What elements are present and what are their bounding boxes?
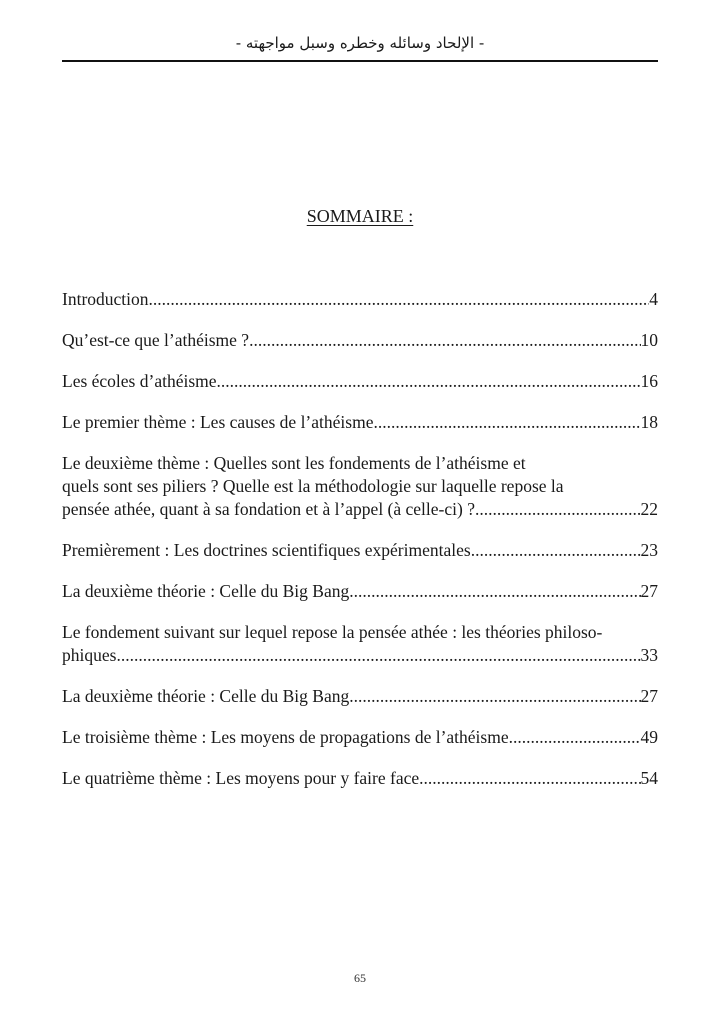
toc-entry-line: Le deuxième thème : Quelles sont les fondements de l’athéisme et bbox=[62, 453, 526, 473]
toc-leader-dots bbox=[349, 685, 640, 708]
toc-entry-troisieme-theme bbox=[62, 726, 658, 749]
toc-entry-premierement bbox=[62, 539, 658, 562]
toc-page-number: 16 bbox=[640, 371, 658, 391]
toc-leader-dots bbox=[419, 767, 640, 790]
toc-page-number: 49 bbox=[640, 727, 658, 747]
toc-entry-fondement-suivant bbox=[62, 621, 658, 667]
toc-leader-dots bbox=[149, 288, 650, 311]
toc-page-number: 23 bbox=[640, 540, 658, 560]
toc-entry-text: phiques bbox=[62, 645, 117, 665]
toc-entry-introduction bbox=[62, 288, 658, 311]
toc-leader-dots bbox=[475, 498, 641, 521]
toc-entry-line: Le fondement suivant sur lequel repose la pensée athée : les théories philoso- bbox=[62, 622, 603, 642]
toc-entry-text: Premièrement : Les doctrines scientifiques expérimentales bbox=[62, 540, 471, 560]
toc-page-number: 27 bbox=[640, 581, 658, 601]
toc-leader-dots bbox=[116, 644, 640, 667]
table-of-contents bbox=[62, 288, 658, 790]
page-number: 65 bbox=[354, 971, 366, 985]
toc-heading: SOMMAIRE : bbox=[306, 206, 414, 226]
running-header-title: - الإلحاد وسائله وخطره وسبل مواجهته - bbox=[235, 34, 485, 52]
toc-entry-quatrieme-theme bbox=[62, 767, 658, 790]
toc-entry-text: Le troisième thème : Les moyens de propagations de l’athéisme bbox=[62, 727, 509, 747]
toc-entry-line: quels sont ses piliers ? Quelle est la méthodologie sur laquelle repose la bbox=[62, 476, 564, 496]
toc-entry-text: La deuxième théorie : Celle du Big Bang bbox=[62, 686, 350, 706]
toc-leader-dots bbox=[471, 539, 641, 562]
toc-entry-deuxieme-theme bbox=[62, 452, 658, 521]
toc-leader-dots bbox=[349, 580, 640, 603]
toc-entry-text: pensée athée, quant à sa fondation et à l’appel (à celle-ci) ? bbox=[62, 499, 475, 519]
toc-entry-text: Introduction bbox=[62, 289, 149, 309]
header-rule bbox=[62, 60, 658, 62]
toc-entry-text: La deuxième théorie : Celle du Big Bang bbox=[62, 581, 350, 601]
toc-page-number: 54 bbox=[640, 768, 658, 788]
toc-leader-dots bbox=[249, 329, 640, 352]
toc-entry-text: Le quatrième thème : Les moyens pour y faire face bbox=[62, 768, 420, 788]
toc-entry-deuxieme-theorie-repeat bbox=[62, 685, 658, 708]
toc-entry-text: Le premier thème : Les causes de l’athéisme bbox=[62, 412, 374, 432]
toc-page-number: 22 bbox=[640, 499, 658, 519]
toc-entry-text: Qu’est-ce que l’athéisme ? bbox=[62, 330, 250, 350]
toc-entry-premier-theme bbox=[62, 411, 658, 434]
toc-page-number: 4 bbox=[649, 289, 658, 309]
toc-entry-text: Les écoles d’athéisme bbox=[62, 371, 217, 391]
toc-leader-dots bbox=[373, 411, 640, 434]
toc-page-number: 10 bbox=[640, 330, 658, 350]
toc-entry-ecoles bbox=[62, 370, 658, 393]
toc-leader-dots bbox=[509, 726, 641, 749]
toc-entry-deuxieme-theorie bbox=[62, 580, 658, 603]
toc-entry-quest-ce-que-latheisme bbox=[62, 329, 658, 352]
toc-leader-dots bbox=[217, 370, 641, 393]
toc-page-number: 18 bbox=[640, 412, 658, 432]
toc-page-number: 33 bbox=[640, 645, 658, 665]
toc-page-number: 27 bbox=[640, 686, 658, 706]
